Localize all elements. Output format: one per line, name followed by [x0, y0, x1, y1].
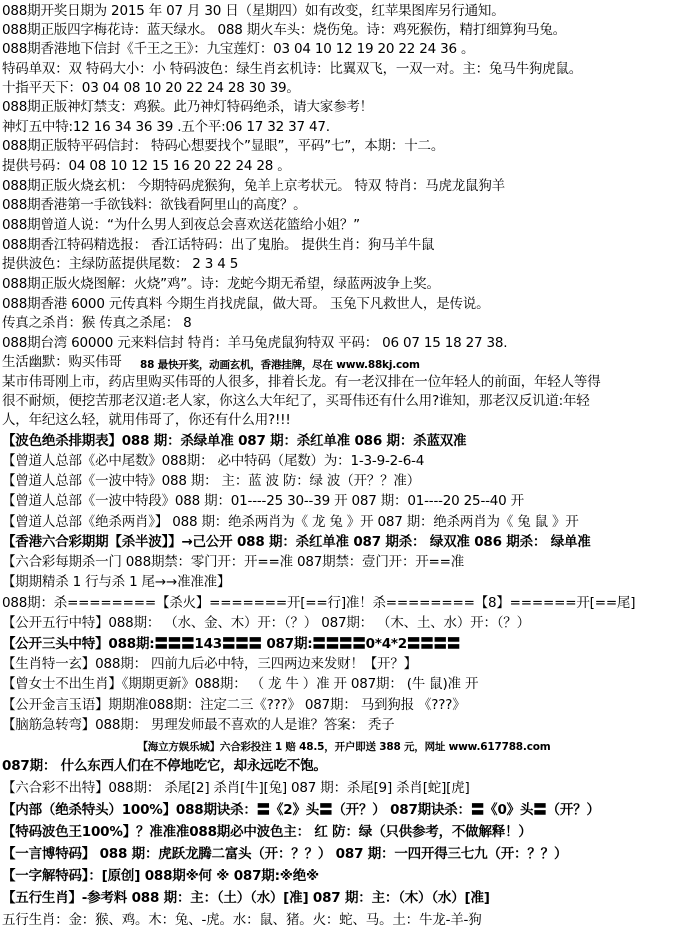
- item-wave-kill: 【波色绝杀排期表】088 期：杀绿单准 087 期：杀红单准 086 期：杀蓝双准: [2, 433, 467, 449]
- item-wave-segment: 【曾道人总部《一波中特段》088 期：01----25 30--39 开 087 期：01----20 25--40 开: [2, 493, 524, 509]
- line-13: 088期香江特码精选报： 香江话特码：出了鬼胎。 提供生肖：狗马羊牛鼠: [2, 237, 435, 253]
- item-riddle: 【脑筋急转弯】088期： 男理发师最不喜欢的人是谁？答案： 秃子: [2, 717, 395, 733]
- line-15: 088期正版火烧图解：火烧”鸡”。诗：龙蛇今期无希望，绿蓝两波争上奖。: [2, 276, 440, 292]
- tail-wave-king: 【特码波色王100%】？准准准088期必中波色主： 红 防：绿（只供参考，不做解释！）: [2, 824, 532, 840]
- story-line-1: 某市伟哥刚上市，药店里购买伟哥的人很多，排着长龙。有一老汉排在一位年轻人的前面，年轻人等得: [2, 374, 601, 390]
- item-one-wave: 【曾道人总部《一波中特》088 期： 主：蓝 波 防：绿 波（开？？准）: [2, 473, 421, 489]
- item-kill-row-tail: 【期期精杀 1 行与杀 1 尾→→准准准】: [2, 574, 231, 590]
- line-12: 088期曾道人说：“为什么男人到夜总会喜欢送花篮给小姐？”: [2, 217, 360, 233]
- line-11: 088期香港第一手欲钱料：欲钱看阿里山的高度？。: [2, 197, 307, 213]
- item-three-heads: 【公开三头中特】088期:〓〓〓143〓〓〓 087期:〓〓〓〓0*4*2〓〓〓〓: [2, 636, 461, 652]
- line-8: 088期正版特平码信封： 特码心想要找个”显眼”，平码”七”，本期：十二。: [2, 138, 445, 154]
- line-1: 088期开奖日期为 2015 年 07 月 30 日（星期四）如有改变，红苹果图库另行通知。: [2, 3, 505, 19]
- line-9: 提供号码：04 08 10 12 15 16 20 22 24 28 。: [2, 158, 291, 174]
- line-14: 提供波色：主绿防蓝提供尾数： 2 3 4 5: [2, 256, 239, 272]
- tail-one-word-bet: 【一言博特码】 088 期：虎跃龙腾二富头（开：？？） 087 期：一四开得三七九（开：？？）: [2, 846, 568, 862]
- line-4: 特码单双：双 特码大小：小 特码波色：绿生肖玄机诗：比翼双飞，一双一对。主：兔马牛狗虎鼠。: [2, 61, 583, 77]
- tail-five-zodiac-list: 五行生肖：金：猴、鸡。木：兔、-虎。水：鼠、猪。火：蛇、马。土：牛龙-羊-狗: [2, 912, 482, 928]
- line-3: 088期香港地下信封《千王之王》：九宝莲灯：03 04 10 12 19 20 22 24 36 。: [2, 41, 475, 57]
- item-kill-door: 【六合彩每期杀一门 088期禁：零门开：开==准 087期禁：壹门开：开==准: [2, 554, 465, 570]
- tail-riddle-087: 087期： 什么东西人们在不停地吃它，却永远吃不饱。: [2, 758, 327, 774]
- ad-617788[interactable]: 【海立方娱乐城】六合彩投注 1 赔 48.5，开户即送 388 元，网址 www.617788.com: [137, 741, 551, 753]
- tail-one-char: 【一字解特码】：[原创] 088期※何 ※ 087期:※绝※: [2, 868, 319, 884]
- story-line-2: 很不耐烦，便挖苦那老汉道:老人家，你这么大年纪了，买哥伟还有什么用?谁知，那老汉反讥道:年轻: [2, 393, 590, 409]
- line-10: 088期正版火烧玄机： 今期特码虎猴狗，兔羊上京考状元。 特双 特肖：马虎龙鼠狗羊: [2, 178, 505, 194]
- item-kill-row-detail: 088期：杀========【杀火】=======开[==行]准！杀========【8】======开[==尾]: [2, 595, 636, 611]
- line-2: 088期正版四字梅花诗：蓝天绿水。 088 期火车头：烧伤兔。诗：鸡死猴伤，精打细算狗马兔。: [2, 22, 566, 38]
- ad-88kj[interactable]: 88 最快开奖，动画玄机，香港挂牌，尽在 www.88kj.com: [140, 359, 420, 371]
- item-five-elements: 【公开五行中特】088期： （水、金、木）开：（？） 087期： （木、土、水）开：（？）: [2, 615, 530, 631]
- item-kill-two-zodiac: 【曾道人总部《绝杀两肖》】 088 期：绝杀两肖为《 龙 兔 》开 087 期：绝杀两肖为《 兔 鼠 》开: [2, 514, 579, 530]
- line-18: 088期台湾 60000 元来料信封 特肖：羊马兔虎鼠狗特双 平码： 06 07 15 18 27 38.: [2, 335, 508, 351]
- item-zodiac-mystery: 【生肖特一玄】088期： 四前九后必中特，三四两边来发财！【开？】: [2, 656, 417, 672]
- item-half-wave: 【香港六合彩期期【杀半波】】→己公开 088 期：杀红单准 087 期杀： 绿双准 086 期杀： 绿单准: [2, 534, 591, 550]
- story-line-3: 人，年纪这么轻，就用伟哥了，你还有什么用?!!!: [2, 412, 291, 428]
- line-16: 088期香港 6000 元传真料 今期生肖找虎鼠，做大哥。 玉兔下凡救世人，是传说。: [2, 296, 490, 312]
- line-19: 生活幽默：购买伟哥: [2, 354, 122, 370]
- line-6: 088期正版神灯禁支：鸡猴。此乃神灯特码绝杀，请大家参考！: [2, 99, 373, 115]
- tail-five-zodiac: 【五行生肖】-参考料 088 期：主：（土）（水）[准] 087 期：主：（木）（水）[准]: [2, 890, 490, 906]
- line-17: 传真之杀肖：猴 传真之杀尾： 8: [2, 315, 192, 331]
- tail-kill-head: 【内部（绝杀特头）100%】088期诀杀：〓《2》头〓（开？） 087期诀杀：〓《0》头〓（开？）: [2, 802, 600, 818]
- tail-no-special: 【六合彩不出特】088期： 杀尾[2] 杀肖[牛][兔] 087 期：杀尾[9] 杀肖[蛇][虎]: [2, 780, 470, 796]
- line-7: 神灯五中特:12 16 34 36 39 .五个平:06 17 32 37 47.: [2, 119, 330, 135]
- item-golden-words: 【公开金言玉语】期期准088期：注定二三《???》 087期： 马到狗报 《???》: [2, 697, 466, 713]
- item-ms-zeng: 【曾女士不出生肖】《期期更新》088期： （ 龙 牛 ）准 开 087期： (牛 鼠)准 开: [2, 676, 479, 692]
- line-5: 十指平天下：03 04 08 10 20 22 24 28 30 39。: [2, 80, 300, 96]
- item-tail-number: 【曾道人总部《必中尾数》088期： 必中特码（尾数）为：1-3-9-2-6-4: [2, 453, 425, 469]
